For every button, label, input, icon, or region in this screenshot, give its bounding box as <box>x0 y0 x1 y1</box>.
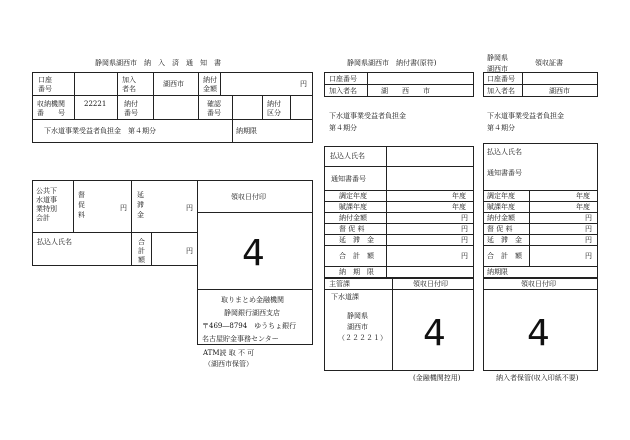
left-arrears-label: 延 滞 金 <box>137 191 144 220</box>
left-fee-label: 督 促 料 <box>78 191 85 220</box>
right-row-unit: 円 <box>585 225 592 233</box>
right-row-label: 合 計 額 <box>487 252 522 260</box>
right-title-line1: 静岡県 <box>487 54 508 62</box>
right-notice-label: 通知書番号 <box>487 169 522 177</box>
right-row-unit: 円 <box>585 236 592 244</box>
middle-row-unit: 年度 <box>452 203 466 211</box>
left-storage-note: （湖西市保管） <box>204 360 253 368</box>
right-footer: 納入者保管(収入印紙不要) <box>496 374 579 382</box>
right-account-label: 口座番号 <box>487 75 515 83</box>
right-row-label: 納期限 <box>487 268 508 276</box>
left-subject: 下水道事業受益者負担金 第４期分 <box>44 127 156 135</box>
middle-dept-label: 主管課 <box>329 280 350 288</box>
left-payer-value: 湖西市 <box>163 80 184 88</box>
left-account-type: 公共下 水道事 業特別 会計 <box>36 187 57 223</box>
middle-city-line2: 湖西市 <box>347 323 368 331</box>
left-bank-label: 収納機関 番 号 <box>37 100 65 118</box>
middle-row-label: 督 促 料 <box>339 225 365 233</box>
right-stamp-number: 4 <box>527 313 550 354</box>
left-category-label: 納付 区分 <box>267 100 281 118</box>
middle-city-line1: 静岡県 <box>347 312 368 320</box>
left-fee-yen: 円 <box>120 204 127 212</box>
right-period: 第４期分 <box>487 124 515 132</box>
middle-subject: 下水道事業受益者負担金 <box>329 112 406 120</box>
middle-row-label: 延 滞 金 <box>339 236 374 244</box>
left-amount-label: 納付 金額 <box>203 76 217 94</box>
left-payer-name-label: 払込人氏名 <box>37 238 72 246</box>
middle-notice-label: 通知書番号 <box>331 175 366 183</box>
left-bank-line4: 名古屋貯金事務センター <box>202 335 279 343</box>
right-row-label: 延 滞 金 <box>487 236 522 244</box>
right-stamp-label: 領収日付印 <box>521 280 556 288</box>
right-title-line2: 湖西市 <box>487 65 508 73</box>
left-due-label: 納期限 <box>236 127 257 135</box>
middle-account-label: 口座番号 <box>329 75 357 83</box>
middle-row-label: 賦課年度 <box>339 203 367 211</box>
left-bank-line3: 〒469―8794 ゆうちょ銀行 <box>202 322 297 330</box>
middle-city-line3: （２２２２１） <box>338 334 387 342</box>
middle-row-unit: 円 <box>461 236 468 244</box>
middle-row-unit: 年度 <box>452 192 466 200</box>
left-amount-yen: 円 <box>300 80 307 88</box>
middle-title: 静岡県湖西市 納付書(原符) <box>347 59 437 67</box>
middle-row-unit: 円 <box>461 252 468 260</box>
left-confirm-label: 確認 番号 <box>207 100 221 118</box>
right-row-label: 賦課年度 <box>487 203 515 211</box>
right-row-label: 督 促 料 <box>487 225 513 233</box>
right-row-unit: 年度 <box>576 192 590 200</box>
right-payer-label: 加入者名 <box>487 87 515 95</box>
right-receipt-title: 領収証書 <box>535 59 563 67</box>
right-payer-name-label: 払込人氏名 <box>487 148 522 156</box>
right-subject: 下水道事業受益者負担金 <box>487 112 564 120</box>
middle-stamp-number: 4 <box>423 313 446 354</box>
left-atm-note: ATM読 取 不 可 <box>203 349 255 357</box>
left-account-label: 口座 番号 <box>38 76 52 94</box>
middle-payer-name-label: 払込人氏名 <box>330 152 365 160</box>
right-row-label: 調定年度 <box>487 192 515 200</box>
middle-row-label: 納付金額 <box>339 214 367 222</box>
left-total-label: 合 計 額 <box>138 238 145 265</box>
middle-footer: (金融機関控用) <box>413 374 461 382</box>
left-bank-line2: 静岡銀行湖西支店 <box>224 309 280 317</box>
left-stamp-label: 領収日付印 <box>231 193 266 201</box>
middle-payer-label: 加入者名 <box>329 87 357 95</box>
left-stamp-number: 4 <box>242 233 265 274</box>
middle-row-unit: 円 <box>461 214 468 222</box>
left-bank-line1: 取りまとめ金融機関 <box>221 296 284 304</box>
left-title: 静岡県湖西市 納 入 済 通 知 書 <box>95 59 221 67</box>
middle-stamp-label: 領収日付印 <box>413 280 448 288</box>
left-bank-value: 22221 <box>84 100 107 108</box>
right-row-unit: 円 <box>585 214 592 222</box>
middle-row-label: 調定年度 <box>339 192 367 200</box>
left-total-yen: 円 <box>186 247 193 255</box>
middle-row-label: 納 期 限 <box>339 268 374 276</box>
right-row-unit: 年度 <box>576 203 590 211</box>
middle-dept-value: 下水道課 <box>331 293 359 301</box>
right-payer-value: 湖西市 <box>549 87 570 95</box>
right-row-label: 納付金額 <box>487 214 515 222</box>
left-payer-label: 加入 者名 <box>122 76 136 94</box>
left-payno-label: 納付 番号 <box>124 100 138 118</box>
middle-row-label: 合 計 額 <box>339 252 374 260</box>
left-arrears-yen: 円 <box>186 204 193 212</box>
right-row-unit: 円 <box>585 252 592 260</box>
middle-period: 第４期分 <box>329 124 357 132</box>
middle-row-unit: 円 <box>461 225 468 233</box>
middle-payer-value: 湖 西 市 <box>381 87 430 95</box>
